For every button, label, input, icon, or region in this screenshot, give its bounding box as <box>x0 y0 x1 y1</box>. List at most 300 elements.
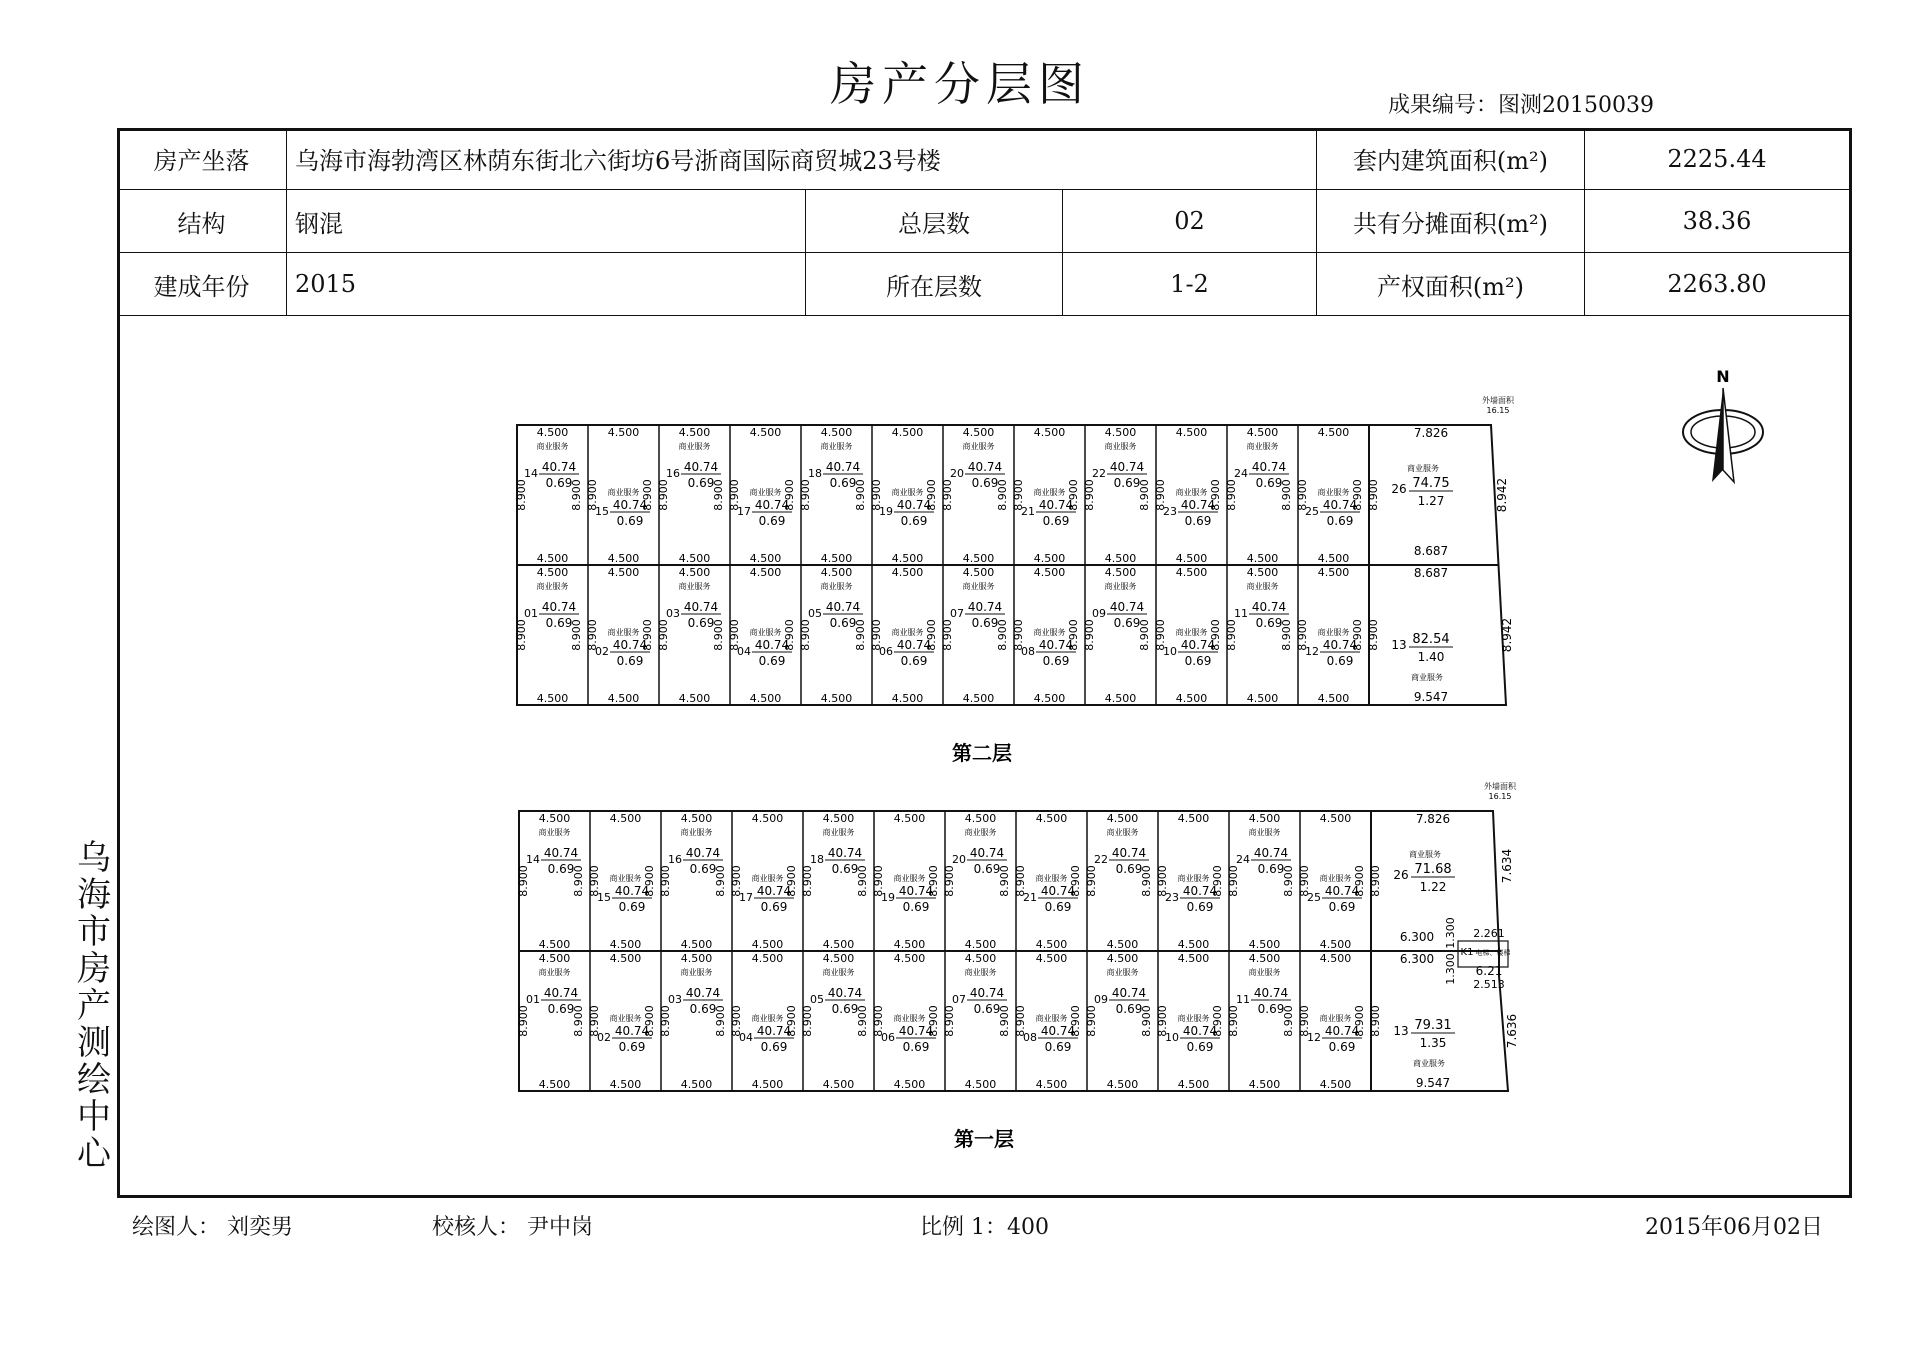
unit-15 <box>588 812 656 951</box>
dimension-label: 4.500 <box>964 812 997 825</box>
dimension-label: 8.900 <box>714 1005 727 1037</box>
dimension-label: 4.500 <box>962 426 995 439</box>
dimension-label: 8.900 <box>1083 619 1096 651</box>
unit-area: 40.74 <box>685 846 721 860</box>
k1-area: 6.21 <box>1475 964 1503 978</box>
unit-use-label: 商业服务 <box>962 582 995 591</box>
unit-shared-area: 0.69 <box>831 862 859 876</box>
dimension-label: 4.500 <box>536 426 569 439</box>
unit-23 <box>1154 426 1222 565</box>
dimension-label: 8.900 <box>1014 1005 1027 1037</box>
unit-use-label: 商业服务 <box>1175 628 1208 637</box>
scale: 比例 1：400 <box>920 1215 1049 1240</box>
unit-use-label: 商业服务 <box>1035 1014 1068 1023</box>
unit-use-label: 商业服务 <box>1177 874 1210 883</box>
dimension-label: 4.500 <box>1033 566 1066 579</box>
dimension-label: 4.500 <box>1106 1078 1139 1091</box>
unit-area: 40.74 <box>898 1024 934 1038</box>
dimension-label: 4.500 <box>609 938 642 951</box>
dimension-label: 8.900 <box>996 619 1009 651</box>
unit-number: 06 <box>879 645 893 658</box>
dimension-label: 8.900 <box>641 619 654 651</box>
unit-shared-area: 0.69 <box>1115 1002 1143 1016</box>
dimension-label: 8.900 <box>1138 479 1151 511</box>
unit-19 <box>872 812 940 951</box>
unit-use-label: 商业服务 <box>536 582 569 591</box>
dimension-label: 4.500 <box>962 552 995 565</box>
dimension-label: 4.500 <box>1035 952 1068 965</box>
dimension-label: 8.900 <box>588 1005 601 1037</box>
dimension-label: 4.500 <box>1248 1078 1281 1091</box>
unit-01 <box>517 952 585 1091</box>
unit-area: 71.68 <box>1414 862 1452 877</box>
dimension-label: 4.500 <box>751 938 784 951</box>
unit-06 <box>872 952 940 1091</box>
dimension-label: 4.500 <box>751 952 784 965</box>
dimension-label: 4.500 <box>607 566 640 579</box>
unit-24 <box>1225 426 1293 565</box>
unit-shared-area: 0.69 <box>547 1002 575 1016</box>
dimension-label: 4.500 <box>1033 692 1066 705</box>
dimension-label: 8.900 <box>941 619 954 651</box>
unit-area: 40.74 <box>614 1024 650 1038</box>
dimension-label: 8.900 <box>870 619 883 651</box>
dimension-label: 4.500 <box>1035 812 1068 825</box>
unit-05 <box>799 566 867 705</box>
unit-shared-area: 0.69 <box>1184 514 1212 528</box>
dimension-label: 4.500 <box>893 1078 926 1091</box>
unit-11 <box>1225 566 1293 705</box>
unit-shared-area: 0.69 <box>758 514 786 528</box>
dimension-label: 4.500 <box>822 952 855 965</box>
unit-number: 26 <box>1393 868 1409 882</box>
dimension-label: 8.900 <box>730 1005 743 1037</box>
dimension-label: 8.900 <box>1351 479 1364 511</box>
year-value: 2015 <box>287 253 806 316</box>
unit-use-label: 商业服务 <box>893 874 926 883</box>
dimension-label: 8.900 <box>1140 1005 1153 1037</box>
property-area-value: 2263.80 <box>1585 253 1849 316</box>
unit-use-label: 商业服务 <box>962 442 995 451</box>
unit-shared-area: 0.69 <box>547 862 575 876</box>
unit-area: 40.74 <box>825 460 861 474</box>
unit-area: 40.74 <box>1040 1024 1076 1038</box>
dimension-label: 8.900 <box>943 865 956 897</box>
unit-use-label: 商业服务 <box>680 968 713 977</box>
dimension-label: 8.900 <box>657 619 670 651</box>
unit-14 <box>515 426 583 565</box>
unit-shared-area: 0.69 <box>1115 862 1143 876</box>
unit-number: 21 <box>1023 891 1037 904</box>
dimension-label: 4.500 <box>820 566 853 579</box>
dimension-label: 8.900 <box>1069 1005 1082 1037</box>
dimension-label: 1.300 <box>1444 917 1457 949</box>
unit-number: 12 <box>1305 645 1319 658</box>
dimension-label: 8.900 <box>728 619 741 651</box>
unit-02 <box>588 952 656 1091</box>
unit-shared-area: 0.69 <box>900 654 928 668</box>
dimension-label: 8.900 <box>643 1005 656 1037</box>
dimension-label: 4.500 <box>962 692 995 705</box>
dimension-label: 4.500 <box>1317 552 1350 565</box>
dimension-label: 8.900 <box>712 479 725 511</box>
dimension-label: 4.500 <box>1106 812 1139 825</box>
dimension-label: 8.900 <box>1069 865 1082 897</box>
dimension-label: 4.500 <box>1319 938 1352 951</box>
unit-area: 40.74 <box>1251 460 1287 474</box>
dimension-label: 8.900 <box>1298 1005 1311 1037</box>
unit-07 <box>943 952 1011 1091</box>
unit-area: 82.54 <box>1412 632 1450 647</box>
dimension-label: 8.900 <box>1085 865 1098 897</box>
dimension-label: 4.500 <box>820 552 853 565</box>
dimension-label: 4.500 <box>1248 938 1281 951</box>
unit-number: 13 <box>1391 638 1407 652</box>
dimension-label: 8.900 <box>1367 479 1380 511</box>
unit-22 <box>1085 812 1153 951</box>
unit-shared-area: 0.69 <box>902 1040 930 1054</box>
unit-area: 40.74 <box>614 884 650 898</box>
document-number: 成果编号：图测20150039 <box>1388 93 1654 118</box>
dimension-label: 7.636 <box>1505 1013 1519 1049</box>
unit-number: 09 <box>1094 993 1108 1006</box>
dimension-label: 4.500 <box>538 1078 571 1091</box>
unit-shared-area: 0.69 <box>829 476 857 490</box>
unit-shared-area: 1.35 <box>1419 1036 1447 1050</box>
dimension-label: 8.687 <box>1413 566 1449 580</box>
dimension-label: 8.900 <box>657 479 670 511</box>
unit-use-label: 商业服务 <box>607 628 640 637</box>
unit-number: 17 <box>739 891 753 904</box>
unit-05 <box>801 952 869 1091</box>
unit-shared-area: 1.27 <box>1417 494 1445 508</box>
dimension-label: 8.900 <box>1211 865 1224 897</box>
dimension-label: 4.500 <box>751 1078 784 1091</box>
dimension-label: 8.900 <box>1067 619 1080 651</box>
unit-09 <box>1085 952 1153 1091</box>
dimension-label: 4.500 <box>1248 812 1281 825</box>
dimension-label: 4.500 <box>964 952 997 965</box>
unit-10 <box>1154 566 1222 705</box>
unit-use-label: 商业服务 <box>822 968 855 977</box>
unit-number: 15 <box>597 891 611 904</box>
shared-area-value: 38.36 <box>1585 190 1849 253</box>
unit-shared-area: 0.69 <box>1184 654 1212 668</box>
unit-shared-area: 0.69 <box>758 654 786 668</box>
unit-number: 05 <box>810 993 824 1006</box>
dimension-label: 8.900 <box>586 479 599 511</box>
unit-shared-area: 0.69 <box>1328 900 1356 914</box>
unit-area: 40.74 <box>683 600 719 614</box>
unit-use-label: 商业服务 <box>1175 488 1208 497</box>
unit-20 <box>941 426 1009 565</box>
unit-use-label: 商业服务 <box>1411 673 1443 682</box>
dimension-label: 8.942 <box>1495 477 1509 513</box>
unit-shared-area: 0.69 <box>973 862 1001 876</box>
dimension-label: 4.500 <box>1175 426 1208 439</box>
unit-use-label: 商业服务 <box>1413 1059 1445 1068</box>
unit-14 <box>517 812 585 951</box>
dimension-label: 4.500 <box>538 812 571 825</box>
dimension-label: 8.900 <box>1156 865 1169 897</box>
unit-shared-area: 0.69 <box>971 476 999 490</box>
unit-area: 40.74 <box>1324 884 1360 898</box>
unit-03 <box>657 566 725 705</box>
unit-number: 08 <box>1021 645 1035 658</box>
unit-shared-area: 0.69 <box>1113 476 1141 490</box>
dimension-label: 8.900 <box>515 479 528 511</box>
unit-shared-area: 0.69 <box>616 654 644 668</box>
unit-10 <box>1156 952 1224 1091</box>
unit-area: 40.74 <box>754 498 790 512</box>
unit-17 <box>730 812 798 951</box>
unit-use-label: 商业服务 <box>1319 874 1352 883</box>
dimension-label: 8.900 <box>1012 619 1025 651</box>
dimension-label: 8.900 <box>588 865 601 897</box>
dimension-label: 8.900 <box>925 479 938 511</box>
unit-area: 40.74 <box>541 600 577 614</box>
unit-number: 14 <box>524 467 538 480</box>
dimension-label: 4.500 <box>678 552 711 565</box>
dimension-label: 7.826 <box>1415 812 1451 826</box>
dimension-label: 8.900 <box>870 479 883 511</box>
unit-number: 19 <box>879 505 893 518</box>
dimension-label: 8.900 <box>641 479 654 511</box>
unit-use-label: 商业服务 <box>893 1014 926 1023</box>
unit-use-label: 商业服务 <box>1035 874 1068 883</box>
dimension-label: 8.900 <box>1209 479 1222 511</box>
unit-use-label: 商业服务 <box>1319 1014 1352 1023</box>
unit-shared-area: 0.69 <box>1328 1040 1356 1054</box>
dimension-label: 4.500 <box>1319 812 1352 825</box>
unit-area: 40.74 <box>1180 498 1216 512</box>
unit-use-label: 商业服务 <box>1317 628 1350 637</box>
unit-area: 40.74 <box>683 460 719 474</box>
dimension-label: 4.500 <box>751 812 784 825</box>
unit-area: 40.74 <box>1253 846 1289 860</box>
unit-04 <box>728 566 796 705</box>
unit-area: 40.74 <box>1251 600 1287 614</box>
unit-area: 40.74 <box>543 846 579 860</box>
dimension-label: 8.900 <box>1227 1005 1240 1037</box>
unit-number: 08 <box>1023 1031 1037 1044</box>
unit-area: 40.74 <box>756 1024 792 1038</box>
unit-shared-area: 0.69 <box>618 900 646 914</box>
unit-16 <box>659 812 727 951</box>
unit-17 <box>728 426 796 565</box>
unit-area: 40.74 <box>1111 846 1147 860</box>
dimension-label: 4.500 <box>962 566 995 579</box>
dimension-label: 4.500 <box>1035 938 1068 951</box>
unit-shared-area: 1.40 <box>1417 650 1445 664</box>
unit-shared-area: 0.69 <box>760 1040 788 1054</box>
unit-number: 20 <box>952 853 966 866</box>
dimension-label: 4.500 <box>1106 952 1139 965</box>
unit-number: 07 <box>952 993 966 1006</box>
unit-use-label: 商业服务 <box>609 1014 642 1023</box>
unit-use-label: 商业服务 <box>1177 1014 1210 1023</box>
unit-16 <box>657 426 725 565</box>
dimension-label: 8.900 <box>1351 619 1364 651</box>
unit-number: 11 <box>1236 993 1250 1006</box>
dimension-label: 8.900 <box>785 865 798 897</box>
dimension-label: 2.261 <box>1473 927 1505 940</box>
unit-use-label: 商业服务 <box>538 968 571 977</box>
location-value: 乌海市海勃湾区林荫东街北六街坊6号浙商国际商贸城23号楼 <box>287 128 1317 190</box>
dimension-label: 4.500 <box>680 1078 713 1091</box>
dimension-label: 4.500 <box>749 692 782 705</box>
dimension-label: 8.900 <box>783 479 796 511</box>
structure-value: 钢混 <box>287 190 806 253</box>
dimension-label: 8.900 <box>1225 619 1238 651</box>
dimension-label: 8.900 <box>1280 479 1293 511</box>
dimension-label: 4.500 <box>1177 938 1210 951</box>
unit-number: 26 <box>1391 482 1407 496</box>
dimension-label: 8.900 <box>1156 1005 1169 1037</box>
unit-area: 40.74 <box>1109 600 1145 614</box>
dimension-label: 8.900 <box>572 865 585 897</box>
unit-22 <box>1083 426 1151 565</box>
dimension-label: 8.900 <box>785 1005 798 1037</box>
unit-number: 02 <box>597 1031 611 1044</box>
unit-number: 17 <box>737 505 751 518</box>
dimension-label: 4.500 <box>893 938 926 951</box>
surveyor-name-vertical: 乌海市房产测绘中心 <box>77 838 111 1174</box>
dimension-label: 8.900 <box>1138 619 1151 651</box>
dimension-label: 4.500 <box>1317 566 1350 579</box>
unit-use-label: 商业服务 <box>1033 628 1066 637</box>
unit-number: 04 <box>737 645 751 658</box>
unit-use-label: 商业服务 <box>1407 464 1439 473</box>
unit-shared-area: 0.69 <box>900 514 928 528</box>
unit-shared-area: 0.69 <box>1042 514 1070 528</box>
unit-shared-area: 0.69 <box>1044 900 1072 914</box>
unit-use-label: 商业服务 <box>822 828 855 837</box>
dimension-label: 4.500 <box>536 552 569 565</box>
dimension-label: 8.900 <box>943 1005 956 1037</box>
structure-label: 结构 <box>117 190 287 253</box>
dimension-label: 4.500 <box>1033 552 1066 565</box>
unit-01 <box>515 566 583 705</box>
unit-use-label: 商业服务 <box>964 968 997 977</box>
unit-area: 40.74 <box>1182 1024 1218 1038</box>
unit-04 <box>730 952 798 1091</box>
unit-23 <box>1156 812 1224 951</box>
dimension-label: 8.900 <box>659 865 672 897</box>
unit-use-label: 商业服务 <box>891 628 924 637</box>
unit-use-label: 商业服务 <box>1106 828 1139 837</box>
dimension-label: 4.500 <box>609 952 642 965</box>
dimension-label: 8.900 <box>801 1005 814 1037</box>
dimension-label: 4.500 <box>891 426 924 439</box>
unit-use-label: 商业服务 <box>820 442 853 451</box>
dimension-label: 8.900 <box>998 865 1011 897</box>
dimension-label: 4.500 <box>680 952 713 965</box>
dimension-label: 4.500 <box>1246 552 1279 565</box>
unit-shared-area: 0.69 <box>829 616 857 630</box>
total-floors-value: 02 <box>1063 190 1317 253</box>
wall-area-note: 外墙面积 <box>1484 782 1516 791</box>
k1-use: 电梯、楼梯 <box>1475 949 1511 957</box>
wall-area-value: 16.15 <box>1488 792 1512 801</box>
unit-number: 01 <box>524 607 538 620</box>
unit-number: 05 <box>808 607 822 620</box>
unit-area: 40.74 <box>1038 498 1074 512</box>
unit-shared-area: 0.69 <box>616 514 644 528</box>
date: 2015年06月02日 <box>1645 1215 1823 1240</box>
dimension-label: 4.500 <box>820 426 853 439</box>
unit-area: 40.74 <box>754 638 790 652</box>
unit-area: 40.74 <box>1111 986 1147 1000</box>
dimension-label: 4.500 <box>607 552 640 565</box>
unit-area: 40.74 <box>967 600 1003 614</box>
unit-number: 15 <box>595 505 609 518</box>
dimension-label: 8.942 <box>1500 617 1514 653</box>
drawer: 绘图人： 刘奕男 <box>132 1215 293 1240</box>
dimension-label: 8.900 <box>1296 479 1309 511</box>
dimension-label: 8.900 <box>712 619 725 651</box>
north-label: N <box>1716 367 1730 386</box>
dimension-label: 2.513 <box>1473 978 1505 991</box>
unit-shared-area: 0.69 <box>1044 1040 1072 1054</box>
unit-20 <box>943 812 1011 951</box>
unit-area: 40.74 <box>969 986 1005 1000</box>
unit-number: 18 <box>810 853 824 866</box>
unit-11 <box>1227 952 1295 1091</box>
unit-use-label: 商业服务 <box>749 628 782 637</box>
unit-18 <box>801 812 869 951</box>
dimension-label: 4.500 <box>1177 1078 1210 1091</box>
unit-use-label: 商业服务 <box>820 582 853 591</box>
unit-area: 40.74 <box>1038 638 1074 652</box>
dimension-label: 4.500 <box>893 952 926 965</box>
unit-number: 22 <box>1092 467 1106 480</box>
unit-shared-area: 0.69 <box>973 1002 1001 1016</box>
dimension-label: 4.500 <box>893 812 926 825</box>
dimension-label: 8.900 <box>1369 1005 1382 1037</box>
unit-area: 40.74 <box>1040 884 1076 898</box>
unit-use-label: 商业服务 <box>1246 442 1279 451</box>
unit-use-label: 商业服务 <box>1317 488 1350 497</box>
unit-area: 40.74 <box>541 460 577 474</box>
dimension-label: 8.900 <box>570 619 583 651</box>
dimension-label: 4.500 <box>1246 426 1279 439</box>
dimension-label: 4.500 <box>680 938 713 951</box>
location-label: 房产坐落 <box>117 128 287 190</box>
dimension-label: 8.900 <box>854 479 867 511</box>
year-label: 建成年份 <box>117 253 287 316</box>
dimension-label: 8.900 <box>659 1005 672 1037</box>
unit-area: 40.74 <box>898 884 934 898</box>
dimension-label: 8.900 <box>1085 1005 1098 1037</box>
dimension-label: 8.900 <box>730 865 743 897</box>
unit-number: 24 <box>1236 853 1250 866</box>
unit-number: 10 <box>1165 1031 1179 1044</box>
unit-use-label: 商业服务 <box>1409 850 1441 859</box>
page-title: 房产分层图 <box>830 57 1090 111</box>
unit-area: 40.74 <box>612 638 648 652</box>
dimension-label: 9.547 <box>1415 1076 1451 1090</box>
dimension-label: 8.900 <box>854 619 867 651</box>
unit-area: 40.74 <box>967 460 1003 474</box>
dimension-label: 4.500 <box>1175 692 1208 705</box>
dimension-label: 8.900 <box>1083 479 1096 511</box>
dimension-label: 4.500 <box>607 426 640 439</box>
dimension-label: 8.687 <box>1413 544 1449 558</box>
unit-shared-area: 0.69 <box>618 1040 646 1054</box>
unit-number: 10 <box>1163 645 1177 658</box>
dimension-label: 4.500 <box>1175 566 1208 579</box>
